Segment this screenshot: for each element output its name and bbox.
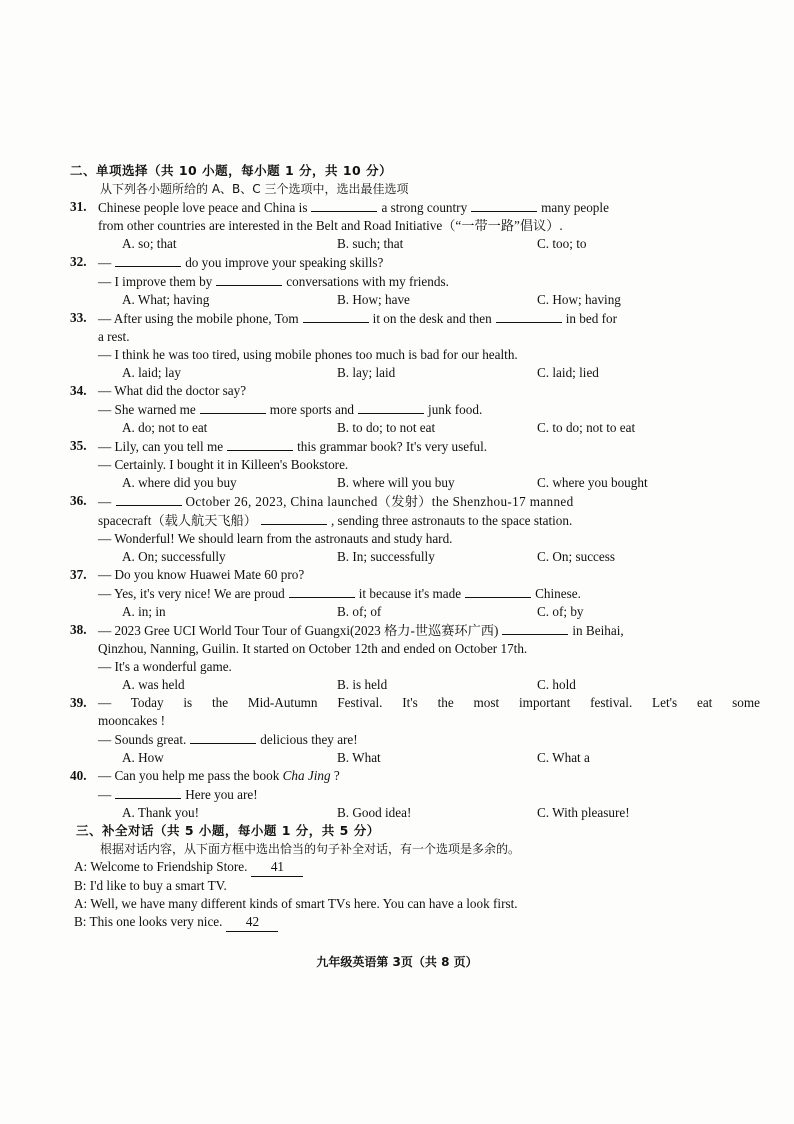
options-row — [70, 804, 760, 822]
question-text: it on the desk and then — [372, 311, 492, 326]
options-row — [70, 364, 760, 382]
question-text: — I improve them by — [98, 274, 213, 289]
dialogue-line — [70, 913, 760, 932]
question-text: — Lily, can you tell me — [98, 439, 224, 454]
dialogue-text: B: I'd like to buy a smart TV. — [74, 878, 227, 893]
question-text: — It's a wonderful game. — [98, 659, 232, 674]
option-b[interactable]: B. such; that — [337, 236, 404, 251]
options-row — [70, 235, 760, 253]
question-text: do you improve your speaking skills? — [185, 255, 384, 270]
option-b[interactable]: B. In; successfully — [337, 549, 435, 564]
question-text: Here you are! — [185, 787, 258, 802]
option-a[interactable]: A. laid; lay — [122, 365, 181, 380]
option-c[interactable]: C. where you bought — [537, 475, 648, 490]
option-c[interactable]: C. laid; lied — [537, 365, 599, 380]
question-text: October 26, 2023, China launched（发射）the Shenzhou-17 manned — [185, 494, 574, 509]
question-text: — Yes, it's very nice! We are proud — [98, 586, 285, 601]
answer-blank[interactable] — [216, 272, 282, 286]
question-text: — 2023 Gree UCI World Tour Tour of Guangxi(2023 格力-世巡赛环广西) — [98, 623, 499, 638]
question-text: junk food. — [428, 402, 483, 417]
question-text: — — [98, 255, 112, 270]
option-a[interactable]: A. On; successfully — [122, 549, 226, 564]
answer-blank[interactable] — [502, 621, 568, 635]
question-number: 34. — [70, 383, 87, 398]
question-text: a rest. — [98, 329, 130, 344]
question — [70, 767, 760, 804]
dialogue-text: A: Welcome to Friendship Store. — [74, 859, 248, 874]
question-number: 33. — [70, 310, 87, 325]
question-number: 37. — [70, 567, 87, 582]
option-b[interactable]: B. where will you buy — [337, 475, 455, 490]
question-number: 36. — [70, 493, 87, 508]
options-row — [70, 419, 760, 437]
option-a[interactable]: A. do; not to eat — [122, 420, 208, 435]
question-text: — What did the doctor say? — [98, 383, 247, 398]
section-instruction: 从下列各小题所给的 A、B、C 三个选项中，选出最佳选项 — [100, 182, 409, 196]
question-text: more sports and — [269, 402, 355, 417]
option-b[interactable]: B. Good idea! — [337, 805, 412, 820]
question-text: — I think he was too tired, using mobile phones too much is bad for our health. — [98, 347, 518, 362]
answer-blank[interactable] — [311, 198, 377, 212]
question-number: 40. — [70, 768, 87, 783]
question-text: this grammar book? It's very useful. — [297, 439, 488, 454]
question — [70, 309, 760, 364]
question-text: — Today is the Mid-Autumn Festival. It's the most important festival. Let's eat some — [98, 695, 760, 710]
option-a[interactable]: A. Thank you! — [122, 805, 200, 820]
option-c[interactable]: C. How; having — [537, 292, 621, 307]
question-text: many people — [541, 200, 609, 215]
option-b[interactable]: B. lay; laid — [337, 365, 396, 380]
question-text: in Beihai, — [572, 623, 624, 638]
section-instruction: 根据对话内容，从下面方框中选出恰当的句子补全对话，有一个选项是多余的。 — [100, 842, 521, 856]
question-text: — Wonderful! We should learn from the astronauts and study hard. — [98, 531, 453, 546]
book-title: Cha Jing — [282, 768, 331, 783]
question-text: Qinzhou, Nanning, Guilin. It started on October 12th and ended on October 17th. — [98, 641, 528, 656]
question-number: 39. — [70, 695, 87, 710]
question-text: — Can you help me pass the book — [98, 768, 280, 783]
question-number: 32. — [70, 254, 87, 269]
section-title: 三、补全对话（共 5 小题，每小题 1 分，共 5 分） — [76, 823, 380, 838]
question-text: — Do you know Huawei Mate 60 pro? — [98, 567, 305, 582]
option-b[interactable]: B. to do; to not eat — [337, 420, 436, 435]
question-text: — She warned me — [98, 402, 196, 417]
options-row — [70, 474, 760, 492]
option-a[interactable]: A. so; that — [122, 236, 177, 251]
exam-content — [70, 162, 760, 932]
dialogue-line — [70, 858, 760, 877]
option-b[interactable]: B. of; of — [337, 604, 382, 619]
dialogue-line — [70, 895, 760, 913]
option-b[interactable]: B. How; have — [337, 292, 410, 307]
option-a[interactable]: A. in; in — [122, 604, 166, 619]
answer-blank[interactable] — [261, 511, 327, 525]
option-c[interactable]: C. to do; not to eat — [537, 420, 636, 435]
question-text: it because it's made — [358, 586, 462, 601]
question — [70, 492, 760, 548]
question-text: a strong country — [381, 200, 468, 215]
dialogue-line — [70, 877, 760, 895]
answer-blank[interactable] — [115, 785, 181, 799]
question-text: spacecraft（载人航天飞船） — [98, 513, 257, 528]
question-text: , sending three astronauts to the space station. — [330, 513, 573, 528]
dialogue — [70, 858, 760, 932]
answer-blank[interactable]: 42 — [226, 913, 278, 932]
answer-blank[interactable] — [227, 437, 293, 451]
option-c[interactable]: C. of; by — [537, 604, 584, 619]
options-row — [70, 749, 760, 767]
answer-blank[interactable] — [496, 309, 562, 323]
options-row — [70, 291, 760, 309]
answer-blank[interactable] — [358, 400, 424, 414]
question-text: — Sounds great. — [98, 732, 187, 747]
dialogue-text: A: Well, we have many different kinds of smart TVs here. You can have a look first. — [74, 896, 518, 911]
question-text: ? — [333, 768, 340, 783]
answer-blank[interactable]: 41 — [251, 858, 303, 877]
question — [70, 621, 760, 676]
answer-blank[interactable] — [471, 198, 537, 212]
answer-blank[interactable] — [115, 253, 181, 267]
question-text: Chinese. — [535, 586, 581, 601]
question — [70, 198, 760, 235]
question-text: delicious they are! — [260, 732, 358, 747]
answer-blank[interactable] — [116, 492, 182, 506]
option-c[interactable]: C. too; to — [537, 236, 587, 251]
option-b[interactable]: B. is held — [337, 677, 388, 692]
option-a[interactable]: A. was held — [122, 677, 185, 692]
page-footer: 九年级英语第 3页（共 8 页） — [316, 955, 478, 969]
section-title: 二、单项选择（共 10 小题，每小题 1 分，共 10 分） — [70, 163, 393, 178]
options-row — [70, 603, 760, 621]
question-text: — Certainly. I bought it in Killeen's Bookstore. — [98, 457, 349, 472]
answer-blank[interactable] — [289, 584, 355, 598]
question-text: mooncakes ! — [98, 713, 166, 728]
question-text: — After using the mobile phone, Tom — [98, 311, 299, 326]
options-row — [70, 548, 760, 566]
question — [70, 253, 760, 291]
question-text: Chinese people love peace and China is — [98, 200, 308, 215]
dialogue-text: B: This one looks very nice. — [74, 914, 223, 929]
option-a[interactable]: A. where did you buy — [122, 475, 237, 490]
question-text: from other countries are interested in the Belt and Road Initiative（“一带一路”倡议）. — [98, 218, 563, 233]
question — [70, 566, 760, 603]
option-b[interactable]: B. What — [337, 750, 381, 765]
question — [70, 437, 760, 474]
question-text: — — [98, 494, 112, 509]
option-a[interactable]: A. What; having — [122, 292, 210, 307]
question-number: 31. — [70, 199, 87, 214]
options-row — [70, 676, 760, 694]
answer-blank[interactable] — [303, 309, 369, 323]
question-number: 38. — [70, 622, 87, 637]
option-c[interactable]: C. What a — [537, 750, 590, 765]
question-text: in bed for — [565, 311, 617, 326]
option-c[interactable]: C. On; success — [537, 549, 616, 564]
option-c[interactable]: C. With pleasure! — [537, 805, 630, 820]
option-a[interactable]: A. How — [122, 750, 164, 765]
question — [70, 382, 760, 419]
answer-blank[interactable] — [190, 730, 256, 744]
option-c[interactable]: C. hold — [537, 677, 576, 692]
question — [70, 694, 760, 749]
question-text: — — [98, 787, 112, 802]
question-number: 35. — [70, 438, 87, 453]
question-text: conversations with my friends. — [286, 274, 449, 289]
answer-blank[interactable] — [200, 400, 266, 414]
answer-blank[interactable] — [465, 584, 531, 598]
